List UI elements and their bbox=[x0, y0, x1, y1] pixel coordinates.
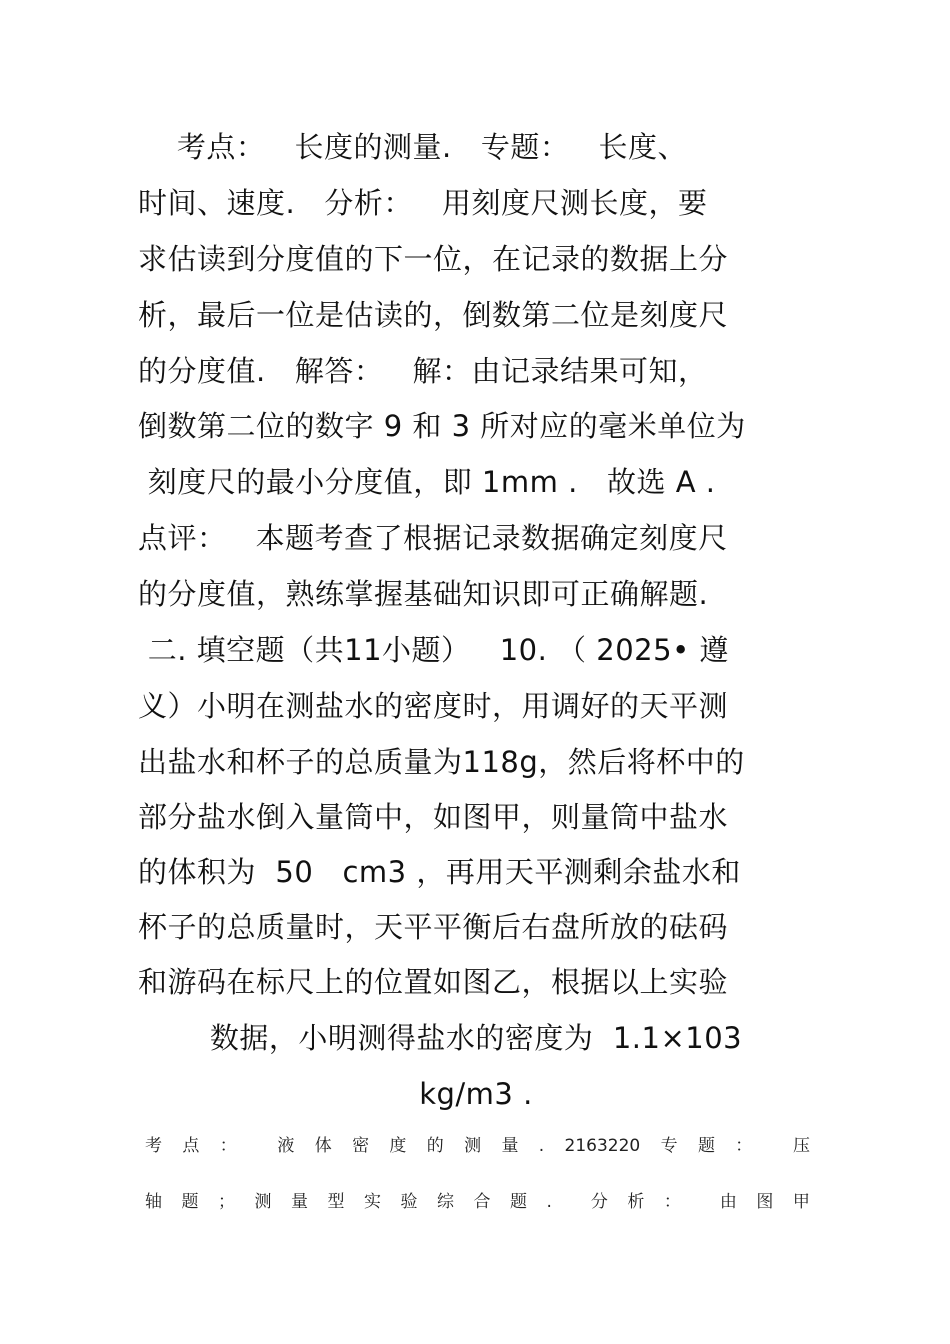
text-line-7: 刻度尺的最小分度值，即 1mm . 故选 A . bbox=[138, 465, 716, 499]
small-char: 题 bbox=[510, 1192, 527, 1212]
small-char: 验 bbox=[400, 1192, 418, 1212]
small-char: 量 bbox=[501, 1136, 519, 1156]
small-char: . bbox=[538, 1136, 545, 1156]
small-char: ： bbox=[219, 1136, 237, 1156]
text-line-12: 出盐水和杯子的总质量为118g，然后将杯中的 bbox=[138, 745, 745, 779]
text-line-4: 析，最后一位是估读的，倒数第二位是刻度尺 bbox=[138, 298, 729, 332]
small-char: 量 bbox=[291, 1192, 308, 1212]
small-char: 密 bbox=[352, 1136, 370, 1156]
small-text-row-2 bbox=[145, 1190, 810, 1214]
small-char: 合 bbox=[473, 1192, 491, 1212]
text-line-1: 考点： 长度的测量. 专题： 长度、 bbox=[138, 130, 688, 164]
small-char: . bbox=[546, 1192, 552, 1212]
text-line-5: 的分度值. 解答： 解：由记录结果可知， bbox=[138, 354, 708, 388]
small-char: 测 bbox=[464, 1136, 482, 1156]
text-line-6: 倒数第二位的数字 9 和 3 所对应的毫米单位为 bbox=[138, 409, 746, 443]
text-line-3: 求估读到分度值的下一位，在记录的数据上分 bbox=[138, 242, 729, 276]
small-char: 型 bbox=[327, 1192, 345, 1212]
text-line-2: 时间、速度. 分析： 用刻度尺测长度，要 bbox=[138, 186, 708, 220]
small-char: 点 bbox=[182, 1136, 200, 1156]
text-line-10: 二. 填空题（共11小题） 10. （ 2025• 遵 bbox=[138, 633, 729, 667]
text-line-13: 部分盐水倒入量筒中，如图甲，则量筒中盐水 bbox=[138, 800, 729, 834]
text-line-14: 的体积为 50 cm3 ，再用天平测剩余盐水和 bbox=[138, 855, 741, 889]
small-char: 析 bbox=[627, 1192, 645, 1212]
small-text-row-1 bbox=[145, 1134, 810, 1158]
small-number: 2163220 bbox=[564, 1136, 641, 1156]
small-char: 题 bbox=[697, 1136, 715, 1156]
small-char: ： bbox=[663, 1192, 681, 1212]
small-char: 专 bbox=[660, 1136, 678, 1156]
text-line-15: 杯子的总质量时，天平平衡后右盘所放的砝码 bbox=[138, 910, 729, 944]
small-char: 实 bbox=[364, 1192, 381, 1212]
text-line-16: 和游码在标尺上的位置如图乙，根据以上实验 bbox=[138, 965, 729, 999]
text-line-centered-1: 数据，小明测得盐水的密度为 1.1×103 bbox=[209, 1021, 743, 1055]
small-char: 图 bbox=[756, 1192, 774, 1212]
small-char: 测 bbox=[254, 1192, 272, 1212]
small-char: 由 bbox=[719, 1192, 737, 1212]
small-char: 度 bbox=[389, 1136, 407, 1156]
small-char: 压 bbox=[792, 1136, 810, 1156]
small-char: 分 bbox=[590, 1192, 608, 1212]
text-line-9: 的分度值，熟练掌握基础知识即可正确解题. bbox=[138, 577, 709, 611]
small-char: ； bbox=[218, 1192, 235, 1212]
small-char: 的 bbox=[426, 1136, 444, 1156]
text-line-centered-2: kg/m3 . bbox=[419, 1077, 533, 1111]
small-char: ： bbox=[735, 1136, 753, 1156]
small-char: 综 bbox=[437, 1192, 454, 1212]
text-line-11: 义）小明在测盐水的密度时，用调好的天平测 bbox=[138, 689, 729, 723]
small-char: 甲 bbox=[792, 1192, 810, 1212]
text-line-8: 点评： 本题考查了根据记录数据确定刻度尺 bbox=[138, 521, 728, 555]
small-char: 轴 bbox=[145, 1192, 162, 1212]
small-char: 考 bbox=[145, 1136, 162, 1156]
small-char: 液 bbox=[277, 1136, 295, 1156]
small-char: 体 bbox=[314, 1136, 332, 1156]
small-char: 题 bbox=[181, 1192, 199, 1212]
